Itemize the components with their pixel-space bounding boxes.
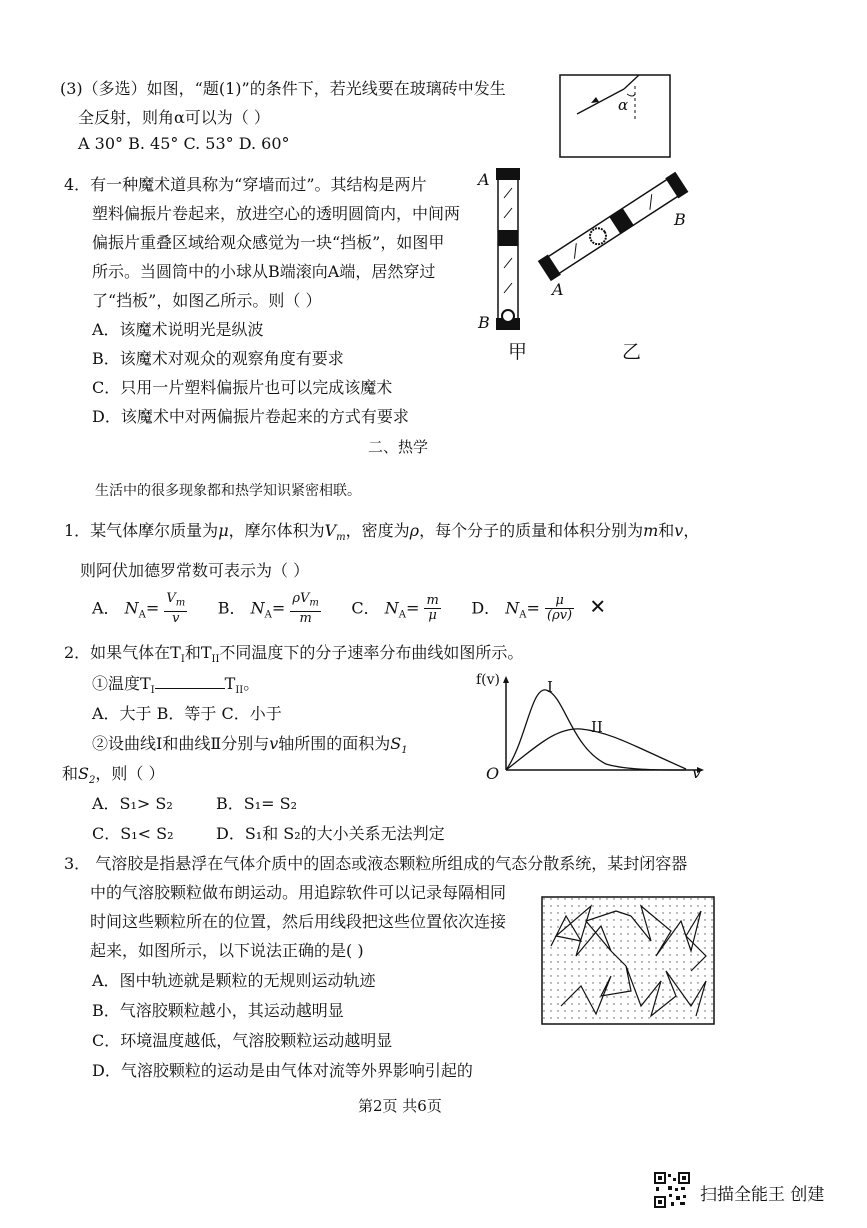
curve-label-2: II bbox=[591, 718, 603, 736]
optics-q3-line2: 全反射，则角α可以为（ ） bbox=[78, 108, 270, 127]
thermo-q2-opt1: A．大于 B．等于 C．小于 bbox=[92, 704, 282, 723]
optics-q3-line1: (3)（多选）如图，“题(1)”的条件下，若光线要在玻璃砖中发生 bbox=[60, 79, 506, 98]
axis-origin: O bbox=[486, 764, 500, 783]
scanner-watermark: 扫描全能王 创建 bbox=[700, 1185, 825, 1205]
brownian-motion-figure bbox=[541, 896, 716, 1026]
thermo-q3-line4: 起来，如图所示，以下说法正确的是( ) bbox=[90, 941, 364, 960]
optics-q4-optB: B．该魔术对观众的观察角度有要求 bbox=[92, 349, 344, 368]
optics-q4-line4: 所示。当圆筒中的小球从B端滚向A端，居然穿过 bbox=[92, 262, 436, 281]
formula-b: $\frac{\rho V_m}{m}$ bbox=[292, 591, 319, 626]
optics-q4-line1: 4．有一种魔术道具称为“穿墙而过”。其结构是两片 bbox=[64, 175, 427, 194]
thermo-q3-line1: 3． 气溶胶是指悬浮在气体介质中的固态或液态颗粒所组成的气态分散系统，某封闭容器 bbox=[64, 854, 688, 873]
tube-figure-yi bbox=[536, 178, 686, 284]
thermo-q3-line2: 中的气溶胶颗粒做布朗运动。用追踪软件可以记录每隔相同 bbox=[90, 883, 507, 902]
axis-label-v: v bbox=[692, 763, 702, 782]
fig-caption-yi: 乙 bbox=[622, 341, 642, 363]
thermo-q2-line4: 和$S_2$，则（ ） bbox=[62, 764, 165, 787]
thermo-q2-line1: 2．如果气体在$T_I$和$T_{II}$不同温度下的分子速率分布曲线如图所示。 bbox=[64, 643, 524, 666]
curve-label-1: I bbox=[547, 678, 553, 696]
thermo-q2-blank: ①温度$T_I$ $T_{II}$。 bbox=[92, 674, 260, 697]
fig-label-A2: A bbox=[552, 280, 564, 299]
optics-q4-optA: A．该魔术说明光是纵波 bbox=[92, 320, 264, 339]
thermo-q2-line3: ②设曲线Ⅰ和曲线Ⅱ分别与v轴所围的面积为$S_1$ bbox=[92, 734, 408, 757]
section-intro: 生活中的很多现象都和热学知识紧密相联。 bbox=[95, 483, 361, 499]
formula-a: $\frac{V_m}{v}$ bbox=[166, 591, 186, 626]
tube-figure-jia bbox=[496, 168, 522, 332]
formula-c: $\frac{m}{\mu}$ bbox=[426, 593, 439, 624]
glass-brick-figure bbox=[559, 74, 671, 158]
page-number: 第2页 共6页 bbox=[358, 1097, 442, 1115]
thermo-q1-line2: 则阿伏加德罗常数可表示为（ ） bbox=[80, 561, 310, 580]
fig-label-B2: B bbox=[674, 210, 686, 229]
optics-q4-optD: D．该魔术中对两偏振片卷起来的方式有要求 bbox=[92, 407, 409, 426]
fill-blank[interactable] bbox=[155, 676, 225, 689]
section-title: 二、热学 bbox=[368, 438, 429, 456]
thermo-q2-optB: B．S₁= S₂ bbox=[216, 794, 298, 813]
fig-label-A1: A bbox=[478, 170, 490, 189]
optics-q4-line5: 了“挡板”，如图乙所示。则（ ） bbox=[92, 291, 322, 310]
thermo-q3-optB: B．气溶胶颗粒越小，其运动越明显 bbox=[92, 1001, 344, 1020]
handwritten-cross-mark: ✕ bbox=[589, 594, 607, 619]
formula-d: $\frac{\mu}{(\rho v)}$ bbox=[547, 593, 573, 624]
thermo-q3-optA: A．图中轨迹就是颗粒的无规则运动轨迹 bbox=[92, 971, 376, 990]
thermo-q3-line3: 时间这些颗粒所在的位置，然后用线段把这些位置依次连接 bbox=[90, 912, 507, 931]
qr-code-icon bbox=[654, 1172, 690, 1208]
optics-q3-options: A 30° B. 45° C. 53° D. 60° bbox=[78, 134, 290, 153]
thermo-q2-optD: D．S₁和 S₂的大小关系无法判定 bbox=[216, 824, 445, 843]
axis-label-fv: f(v) bbox=[476, 672, 501, 688]
thermo-q2-optA: A．S₁> S₂ bbox=[92, 794, 173, 813]
optics-q4-line3: 偏振片重叠区域给观众感觉为一块“挡板”，如图甲 bbox=[92, 233, 445, 252]
thermo-q3-optD: D．气溶胶颗粒的运动是由气体对流等外界影响引起的 bbox=[92, 1061, 473, 1080]
fig-label-B1: B bbox=[478, 313, 490, 332]
fig-caption-jia: 甲 bbox=[508, 341, 528, 363]
thermo-q1-line1: 1．某气体摩尔质量为μ，摩尔体积为$V_m$，密度为ρ，每个分子的质量和体积分别为m和v， bbox=[64, 521, 700, 544]
thermo-q2-optC: C．S₁< S₂ bbox=[92, 824, 174, 843]
optics-q4-line2: 塑料偏振片卷起来，放进空心的透明圆筒内，中间两 bbox=[92, 204, 461, 223]
thermo-q1-options: A． $N_A=$ $\frac{V_m}{v}$ B． $N_A=$ $\frac{\rho V_m}{m}$ C． $N_A=$ $\frac{m}{\mu}$ D． $N_A=$ $\frac{\mu}{(\rho v)}$ ✕ bbox=[92, 591, 607, 626]
alpha-label: α bbox=[618, 96, 629, 114]
optics-q4-optC: C．只用一片塑料偏振片也可以完成该魔术 bbox=[92, 378, 393, 397]
thermo-q3-optC: C．环境温度越低，气溶胶颗粒运动越明显 bbox=[92, 1031, 393, 1050]
